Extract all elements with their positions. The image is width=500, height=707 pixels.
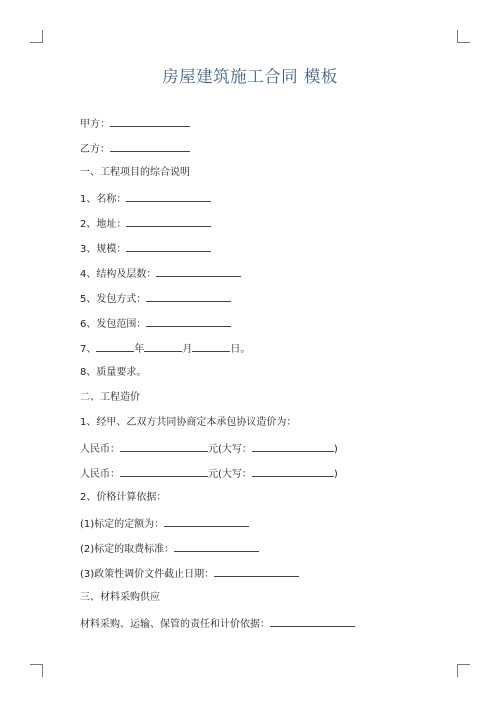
corner-mark-top-right: [457, 30, 470, 43]
quota-line: [80, 516, 440, 532]
policy-deadline-line: [80, 566, 440, 582]
party-a-blank[interactable]: [110, 116, 190, 127]
uppercase-amount-blank-2[interactable]: [252, 466, 334, 477]
rmb-amount-blank-1[interactable]: [120, 441, 208, 452]
section-3-heading: 三、材料采购供应: [80, 592, 160, 603]
uppercase-amount-blank-1[interactable]: [252, 441, 334, 452]
party-b-line: [80, 141, 440, 157]
uppercase-label-1: 元(大写：: [208, 444, 252, 455]
policy-deadline-label: (3)政策性调价文件截止日期：: [80, 569, 215, 580]
contract-method-line: [80, 291, 440, 307]
date-item-label: 7、: [80, 344, 97, 355]
structure-line: [80, 266, 440, 282]
material-responsibility-line: [80, 616, 440, 632]
address-blank[interactable]: [126, 216, 211, 227]
corner-mark-top-left: [30, 30, 43, 43]
structure-blank[interactable]: [156, 266, 241, 277]
structure-label: 4、结构及层数：: [80, 269, 157, 280]
fee-standard-label: (2)标定的取费标准：: [80, 544, 175, 555]
party-b-label: 乙方：: [80, 144, 110, 155]
material-responsibility-blank[interactable]: [270, 616, 355, 627]
year-blank[interactable]: [96, 341, 134, 352]
price-agreement-line: 1、经甲、乙双方共同协商定本承包协议造价为：: [80, 417, 297, 428]
rmb-amount-blank-2[interactable]: [120, 466, 208, 477]
rmb-label-2: 人民币：: [80, 469, 120, 480]
contract-scope-line: [80, 316, 440, 332]
rmb-line-1: [80, 441, 440, 457]
party-a-label: 甲方：: [80, 119, 110, 130]
contract-method-label: 5、发包方式：: [80, 294, 147, 305]
address-label: 2、地址：: [80, 219, 127, 230]
month-label: 月: [182, 344, 193, 355]
name-blank[interactable]: [126, 191, 211, 202]
rmb-line-2: [80, 466, 440, 482]
party-b-blank[interactable]: [110, 141, 190, 152]
fee-standard-blank[interactable]: [174, 541, 259, 552]
name-label: 1、名称：: [80, 194, 127, 205]
contract-scope-label: 6、发包范围：: [80, 319, 147, 330]
uppercase-label-2: 元(大写：: [208, 469, 252, 480]
material-responsibility-label: 材料采购、运输、保管的责任和计价依据：: [80, 619, 270, 630]
day-label: 日。: [230, 344, 251, 355]
fee-standard-line: [80, 541, 440, 557]
contract-method-blank[interactable]: [146, 291, 231, 302]
section-2-heading: 二、工程造价: [80, 392, 140, 403]
document-title: 房屋建筑施工合同 模板: [162, 67, 338, 86]
party-a-line: [80, 116, 440, 132]
address-line: [80, 216, 440, 232]
scale-blank[interactable]: [126, 241, 211, 252]
contract-scope-blank[interactable]: [146, 316, 231, 327]
close-paren-1: ): [333, 444, 338, 455]
scale-line: [80, 241, 440, 257]
year-label: 年: [134, 344, 145, 355]
corner-mark-bottom-right: [457, 664, 470, 677]
month-blank[interactable]: [144, 341, 182, 352]
price-basis-line: 2、价格计算依据：: [80, 492, 167, 503]
rmb-label-1: 人民币：: [80, 444, 120, 455]
quality-line: 8、质量要求。: [80, 367, 147, 378]
section-1-heading: 一、工程项目的综合说明: [80, 167, 190, 178]
scale-label: 3、规模：: [80, 244, 127, 255]
name-line: [80, 191, 440, 207]
quota-label: (1)标定的定额为：: [80, 519, 165, 530]
quota-blank[interactable]: [164, 516, 249, 527]
date-line: [80, 341, 440, 357]
day-blank[interactable]: [192, 341, 230, 352]
policy-deadline-blank[interactable]: [214, 566, 299, 577]
close-paren-2: ): [333, 469, 338, 480]
corner-mark-bottom-left: [30, 664, 43, 677]
